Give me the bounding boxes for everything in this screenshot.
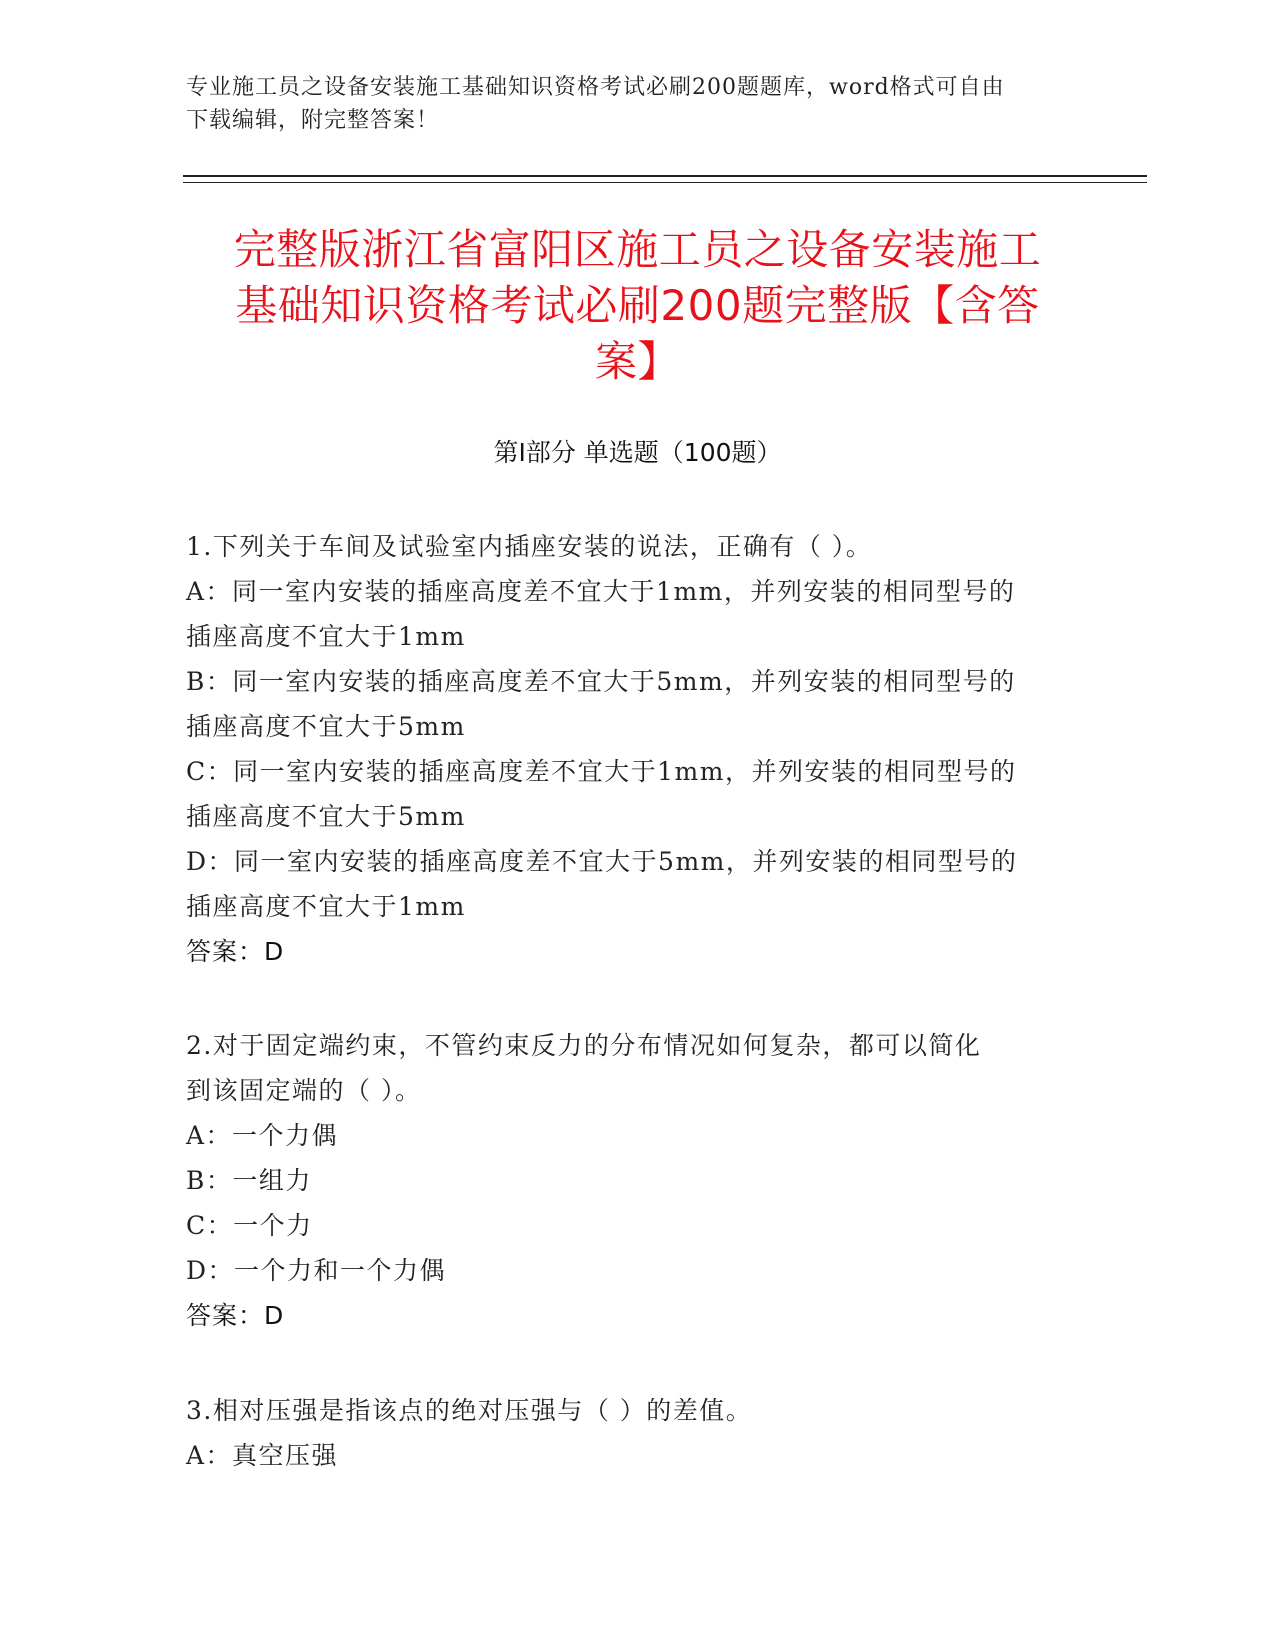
question-1 — [186, 524, 1066, 974]
question-stem: 3.相对压强是指该点的绝对压强与（ ）的差值。 — [186, 1396, 753, 1425]
option-b-line-2: 插座高度不宜大于5mm — [186, 712, 466, 741]
option-a-line-1: A：同一室内安装的插座高度差不宜大于1mm，并列安装的相同型号的 — [186, 577, 1016, 606]
title-line-2: 基础知识资格考试必刷200题完整版【含答 — [235, 281, 1040, 330]
header-divider-thin — [183, 182, 1147, 183]
option-c-line-2: 插座高度不宜大于5mm — [186, 802, 466, 831]
header-note-line-1: 专业施工员之设备安装施工基础知识资格考试必刷200题题库，word格式可自由 — [186, 75, 1005, 100]
question-stem: 1.下列关于车间及试验室内插座安装的说法，正确有（ ）。 — [186, 532, 873, 561]
answer-label: 答案：D — [186, 937, 285, 966]
option-d-line-1: D：同一室内安装的插座高度差不宜大于5mm，并列安装的相同型号的 — [186, 847, 1018, 876]
option-c-line-1: C：同一室内安装的插座高度差不宜大于1mm，并列安装的相同型号的 — [186, 757, 1017, 786]
title-line-1: 完整版浙江省富阳区施工员之设备安装施工 — [233, 225, 1042, 274]
document-title — [140, 222, 1135, 390]
question-3 — [186, 1388, 1066, 1478]
section-title: 第I部分 单选题（100题） — [493, 438, 782, 467]
header-note-line-2: 下载编辑，附完整答案！ — [186, 108, 440, 133]
answer-label: 答案：D — [186, 1301, 285, 1330]
option-a: A：真空压强 — [186, 1441, 339, 1470]
option-a: A：一个力偶 — [186, 1121, 339, 1150]
option-a-line-2: 插座高度不宜大于1mm — [186, 622, 466, 651]
option-b: B：一组力 — [186, 1166, 312, 1195]
option-b-line-1: B：同一室内安装的插座高度差不宜大于5mm，并列安装的相同型号的 — [186, 667, 1016, 696]
title-line-3: 案】 — [594, 337, 680, 386]
header-note — [186, 71, 1066, 137]
question-stem-line-2: 到该固定端的（ ）。 — [186, 1076, 422, 1105]
question-stem-line-1: 2.对于固定端约束，不管约束反力的分布情况如何复杂，都可以简化 — [186, 1031, 982, 1060]
question-2 — [186, 1023, 1066, 1338]
option-d-line-2: 插座高度不宜大于1mm — [186, 892, 466, 921]
option-c: C：一个力 — [186, 1211, 313, 1240]
option-d: D：一个力和一个力偶 — [186, 1256, 447, 1285]
header-divider-thick — [183, 175, 1147, 177]
